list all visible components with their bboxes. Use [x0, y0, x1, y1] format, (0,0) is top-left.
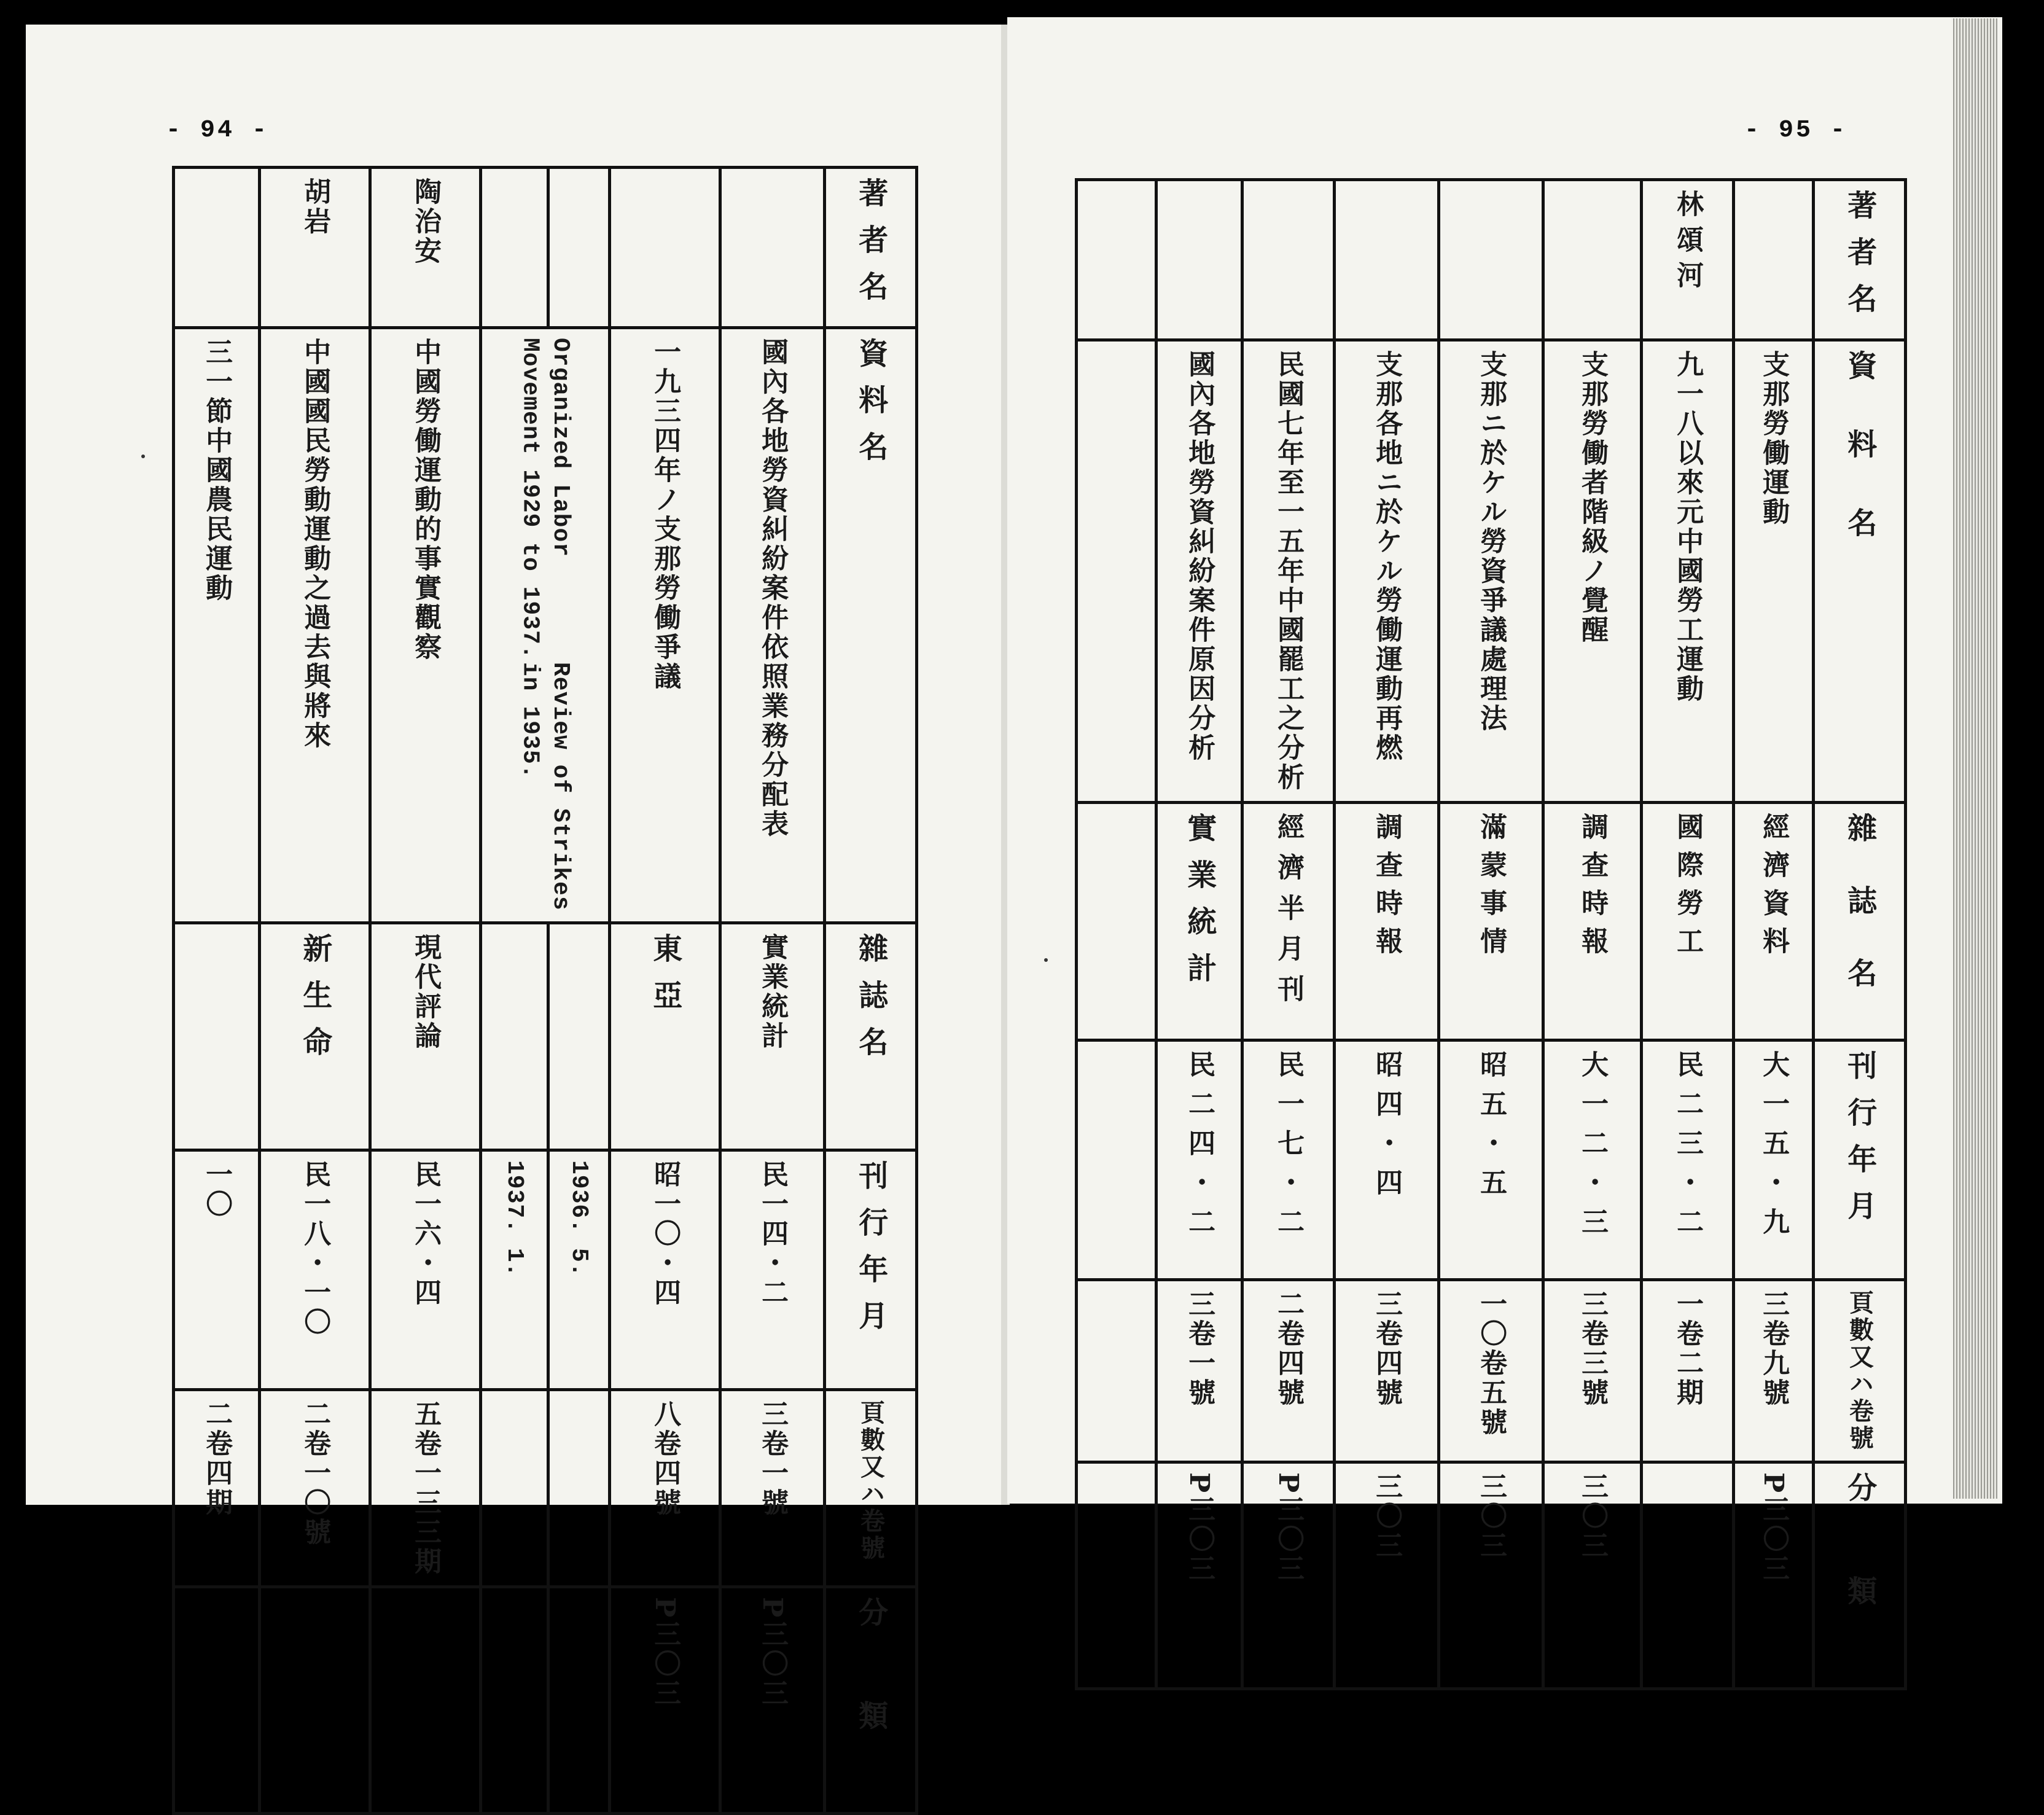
cell-magazine	[548, 923, 610, 1150]
page-edges	[1953, 18, 1997, 1499]
cell-volume: 八卷四號	[610, 1390, 720, 1587]
cell-class	[260, 1587, 370, 1814]
cell-date: 民二三・二	[1642, 1040, 1734, 1280]
cell-author: 胡岩	[260, 168, 370, 328]
cell-volume: 三卷一號	[720, 1390, 825, 1587]
cell-volume: 五卷一三三期	[370, 1390, 481, 1587]
cell-magazine	[481, 923, 548, 1150]
cell-date: 民一四・二	[720, 1150, 825, 1390]
cell-date: 民二四・二	[1157, 1040, 1242, 1280]
cell-magazine: 調查時報	[1543, 803, 1642, 1040]
cell-author: 林頌河	[1642, 180, 1734, 340]
header-author: 著者名	[1814, 180, 1906, 340]
cell-author	[1543, 180, 1642, 340]
cell-date: 昭四・四	[1335, 1040, 1439, 1280]
cell-volume: 一〇卷五號	[1439, 1280, 1543, 1462]
cell-author	[1242, 180, 1335, 340]
cell-date: 大一五・九	[1734, 1040, 1814, 1280]
header-title: 資料名	[1814, 340, 1906, 803]
cell-author	[610, 168, 720, 328]
cell-title: 中國國民勞動運動之過去與將來	[260, 328, 370, 923]
cell-date: 一〇	[174, 1150, 260, 1390]
cell-title: 支那ニ於ケル勞資爭議處理法	[1439, 340, 1543, 803]
cell-volume: 三卷一號	[1157, 1280, 1242, 1462]
header-date: 刊行年月	[1814, 1040, 1906, 1280]
cell-date: 民一八・一〇	[260, 1150, 370, 1390]
cell-author	[1734, 180, 1814, 340]
cell-class: 三〇三	[1543, 1462, 1642, 1689]
cell-author	[481, 168, 548, 328]
cell-volume: 二卷一〇號	[260, 1390, 370, 1587]
cell-title: 支那勞働運動	[1734, 340, 1814, 803]
cell-date: 大一二・三	[1543, 1040, 1642, 1280]
cell-date: 民一六・四	[370, 1150, 481, 1390]
header-volume: 頁數又ハ卷號	[1814, 1280, 1906, 1462]
header-date: 刊行年月	[825, 1150, 917, 1390]
page-number-right: - 95 -	[1744, 117, 1848, 144]
cell-title: 國內各地勞資糾紛案件依照業務分配表	[720, 328, 825, 923]
cell-title: 三一節中國農民運動	[174, 328, 260, 923]
cell-author	[1077, 180, 1157, 340]
cell-title: 支那勞働者階級ノ覺醒	[1543, 340, 1642, 803]
cell-volume: 二卷四號	[1242, 1280, 1335, 1462]
cell-magazine	[1077, 803, 1157, 1040]
cell-volume: 二卷四期	[174, 1390, 260, 1587]
cell-magazine: 新生命	[260, 923, 370, 1150]
cell-date: 1936. 5.	[548, 1150, 610, 1390]
cell-author: 陶治安	[370, 168, 481, 328]
cell-author	[548, 168, 610, 328]
speck	[1044, 958, 1048, 962]
cell-magazine: 實業統計	[720, 923, 825, 1150]
cell-title: 民國七年至一五年中國罷工之分析	[1242, 340, 1335, 803]
cell-class	[1642, 1462, 1734, 1689]
cell-date	[1077, 1040, 1157, 1280]
cell-title	[1077, 340, 1157, 803]
page-number-left: - 94 -	[166, 117, 270, 144]
cell-date: 昭五・五	[1439, 1040, 1543, 1280]
cell-class	[481, 1587, 548, 1814]
cell-magazine: 經濟半月刊	[1242, 803, 1335, 1040]
cell-title: 九一八以來元中國勞工運動	[1642, 340, 1734, 803]
cell-volume: 一卷二期	[1642, 1280, 1734, 1462]
cell-date: 昭一〇・四	[610, 1150, 720, 1390]
cell-magazine: 滿蒙事情	[1439, 803, 1543, 1040]
cell-volume: 三卷九號	[1734, 1280, 1814, 1462]
cell-date: 民一七・二	[1242, 1040, 1335, 1280]
catalog-table-left	[172, 166, 918, 1815]
cell-magazine: 調查時報	[1335, 803, 1439, 1040]
cell-author	[1439, 180, 1543, 340]
cell-magazine	[174, 923, 260, 1150]
cell-magazine: 現代評論	[370, 923, 481, 1150]
cell-magazine: 實業統計	[1157, 803, 1242, 1040]
cell-class: P三〇三	[1157, 1462, 1242, 1689]
cell-class	[174, 1587, 260, 1814]
header-title: 資料名	[825, 328, 917, 923]
cell-volume: 三卷四號	[1335, 1280, 1439, 1462]
cell-date: 1937. 1.	[481, 1150, 548, 1390]
cell-class: P三〇三	[1734, 1462, 1814, 1689]
cell-title: 一九三四年ノ支那勞働爭議	[610, 328, 720, 923]
catalog-table-right	[1075, 178, 1907, 1690]
cell-volume	[548, 1390, 610, 1587]
header-class: 分類	[825, 1587, 917, 1814]
header-volume: 頁數又ハ卷號	[825, 1390, 917, 1587]
cell-class	[1077, 1462, 1157, 1689]
cell-title: 中國勞働運動的事實觀察	[370, 328, 481, 923]
cell-magazine: 經濟資料	[1734, 803, 1814, 1040]
cell-class	[370, 1587, 481, 1814]
header-author: 著者名	[825, 168, 917, 328]
cell-author	[720, 168, 825, 328]
cell-author	[1157, 180, 1242, 340]
cell-class: 三〇三	[1439, 1462, 1543, 1689]
cell-magazine: 東亞	[610, 923, 720, 1150]
cell-volume: 三卷三號	[1543, 1280, 1642, 1462]
cell-author	[174, 168, 260, 328]
cell-class: P三〇三	[1242, 1462, 1335, 1689]
cell-class: 三〇三	[1335, 1462, 1439, 1689]
cell-magazine: 國際勞工	[1642, 803, 1734, 1040]
header-magazine: 雜誌名	[825, 923, 917, 1150]
cell-author	[1335, 180, 1439, 340]
cell-title: 國內各地勞資糾紛案件原因分析	[1157, 340, 1242, 803]
cell-class: P三〇三	[610, 1587, 720, 1814]
cell-title: Organized Labor Movement 1929 to 1937.Review of Strikes in 1935.	[481, 328, 610, 923]
cell-class	[548, 1587, 610, 1814]
cell-title: 支那各地ニ於ケル勞働運動再燃	[1335, 340, 1439, 803]
cell-class: P三〇三	[720, 1587, 825, 1814]
speck	[141, 455, 145, 458]
cell-volume	[1077, 1280, 1157, 1462]
header-magazine: 雜誌名	[1814, 803, 1906, 1040]
cell-volume	[481, 1390, 548, 1587]
header-class: 分類	[1814, 1462, 1906, 1689]
